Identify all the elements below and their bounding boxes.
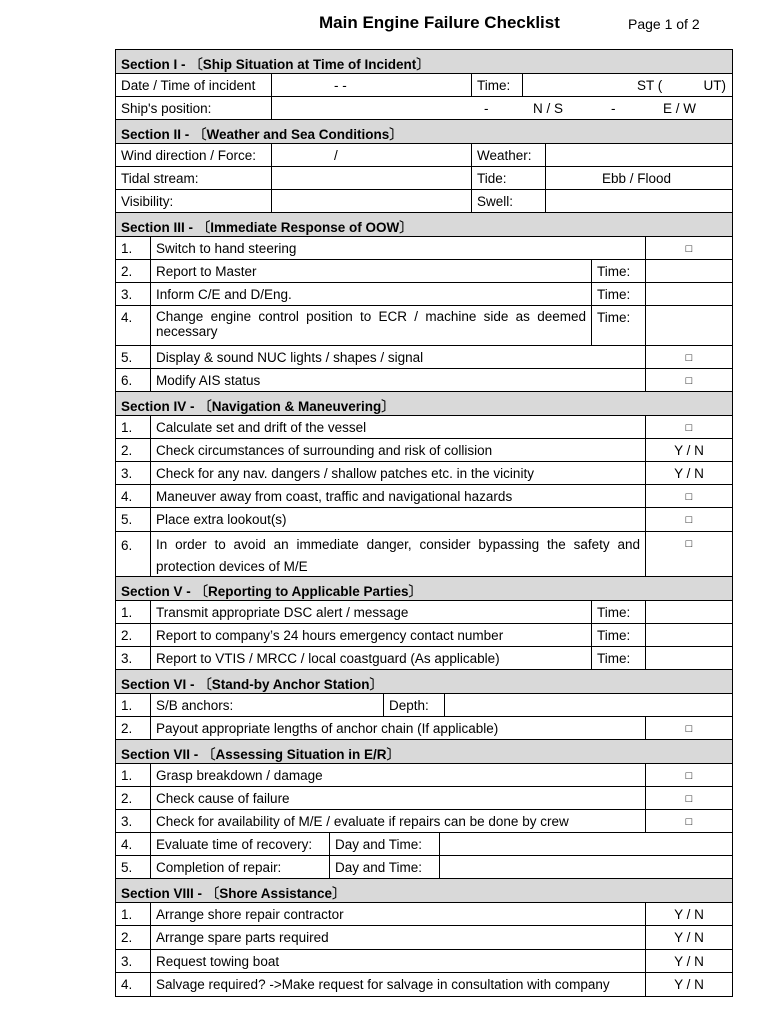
item-text: Report to VTIS / MRCC / local coastguard (As applicable) — [151, 647, 592, 669]
tidal-stream-field[interactable] — [272, 167, 472, 189]
visibility-field[interactable] — [272, 190, 472, 212]
list-item — [116, 764, 733, 787]
item-number: 3. — [116, 810, 151, 832]
visibility-row — [116, 190, 733, 213]
item-text: Arrange spare parts required — [151, 926, 646, 949]
wind-separator: / — [334, 148, 338, 163]
item-text: Check circumstances of surrounding and risk of collision — [151, 439, 646, 461]
section-title: Section VIII - 〔Shore Assistance〕 — [116, 879, 733, 902]
item-number: 1. — [116, 903, 151, 925]
section-4-header — [116, 392, 733, 416]
list-item — [116, 346, 733, 369]
item-text: S/B anchors: — [151, 694, 384, 716]
date-separators: - - — [334, 78, 347, 93]
document-title: Main Engine Failure Checklist — [319, 13, 560, 32]
checklist-table — [115, 49, 733, 997]
item-number: 1. — [116, 601, 151, 623]
item-number: 2. — [116, 439, 151, 461]
wind-field[interactable] — [272, 144, 472, 166]
list-item — [116, 601, 733, 624]
item-number: 5. — [116, 856, 151, 878]
section-title: Section II - 〔Weather and Sea Conditions〕 — [116, 120, 733, 143]
item-number: 3. — [116, 283, 151, 305]
time-field[interactable] — [646, 283, 733, 305]
list-item — [116, 369, 733, 392]
tidal-row — [116, 167, 733, 190]
list-item — [116, 833, 733, 856]
item-number: 6. — [116, 369, 151, 391]
list-item — [116, 237, 733, 260]
item-text: Report to Master — [151, 260, 592, 282]
checkbox[interactable]: □ — [646, 532, 733, 576]
item-text: Salvage required? ->Make request for salvage in consultation with company — [151, 973, 646, 996]
day-time-label: Day and Time: — [330, 856, 440, 878]
day-time-field[interactable] — [440, 833, 733, 855]
list-item — [116, 694, 733, 717]
item-number: 4. — [116, 485, 151, 507]
item-text: Display & sound NUC lights / shapes / signal — [151, 346, 646, 368]
section-5-header — [116, 577, 733, 601]
yes-no-choice[interactable]: Y / N — [646, 439, 733, 461]
list-item — [116, 926, 733, 950]
item-text: Inform C/E and D/Eng. — [151, 283, 592, 305]
list-item — [116, 283, 733, 306]
checkbox[interactable]: □ — [646, 485, 733, 507]
time-label: Time: — [592, 647, 646, 669]
item-text: Completion of repair: — [151, 856, 330, 878]
list-item — [116, 647, 733, 670]
section-title: Section III - 〔Immediate Response of OOW〕 — [116, 213, 733, 236]
ns-hemisphere: N / S — [533, 101, 564, 116]
list-item — [116, 462, 733, 485]
field-label: Swell: — [472, 190, 546, 212]
list-item — [116, 810, 733, 833]
time-field[interactable] — [523, 74, 733, 96]
item-number: 1. — [116, 237, 151, 259]
day-time-field[interactable] — [440, 856, 733, 878]
ship-position-row — [116, 97, 733, 120]
item-number: 4. — [116, 973, 151, 996]
time-field[interactable] — [646, 601, 733, 623]
item-number: 5. — [116, 346, 151, 368]
time-label: Time: — [592, 260, 646, 282]
tide-field[interactable] — [546, 167, 733, 189]
item-text: Modify AIS status — [151, 369, 646, 391]
item-text: In order to avoid an immediate danger, consider bypassing the safety and protection devices of M/E — [151, 532, 646, 576]
field-label: Tide: — [472, 167, 546, 189]
day-time-label: Day and Time: — [330, 833, 440, 855]
item-text: Request towing boat — [151, 950, 646, 972]
item-text: Check for availability of M/E / evaluate if repairs can be done by crew — [151, 810, 646, 832]
yes-no-choice[interactable]: Y / N — [646, 903, 733, 925]
list-item — [116, 717, 733, 740]
list-item — [116, 787, 733, 810]
item-text: Arrange shore repair contractor — [151, 903, 646, 925]
item-text: Switch to hand steering — [151, 237, 646, 259]
item-number: 5. — [116, 508, 151, 531]
depth-field[interactable] — [445, 694, 733, 716]
section-title: Section IV - 〔Navigation & Maneuvering〕 — [116, 392, 733, 415]
time-field[interactable] — [646, 624, 733, 646]
field-label: Time: — [472, 74, 523, 96]
yes-no-choice[interactable]: Y / N — [646, 950, 733, 972]
section-title: Section VI - 〔Stand-by Anchor Station〕 — [116, 670, 733, 693]
item-number: 1. — [116, 416, 151, 438]
item-number: 3. — [116, 950, 151, 972]
time-zone-hint: ST ( UT) — [637, 78, 727, 93]
list-item — [116, 306, 733, 346]
depth-label: Depth: — [384, 694, 445, 716]
item-number: 2. — [116, 926, 151, 949]
item-text: Grasp breakdown / damage — [151, 764, 646, 786]
item-number: 6. — [116, 532, 151, 576]
checkbox[interactable]: □ — [646, 764, 733, 786]
section-title: Section I - 〔Ship Situation at Time of Incident〕 — [116, 50, 733, 73]
item-number: 2. — [116, 717, 151, 739]
yes-no-choice[interactable]: Y / N — [646, 926, 733, 949]
field-label: Date / Time of incident — [116, 74, 272, 96]
item-text: Place extra lookout(s) — [151, 508, 646, 531]
list-item — [116, 508, 733, 532]
list-item — [116, 260, 733, 283]
time-label: Time: — [592, 601, 646, 623]
item-text: Transmit appropriate DSC alert / message — [151, 601, 592, 623]
section-title: Section VII - 〔Assessing Situation in E/R〕 — [116, 740, 733, 763]
section-8-header — [116, 879, 733, 903]
time-field[interactable] — [646, 306, 733, 345]
time-field[interactable] — [646, 260, 733, 282]
section-title: Section V - 〔Reporting to Applicable Parties〕 — [116, 577, 733, 600]
item-text: Payout appropriate lengths of anchor chain (If applicable) — [151, 717, 646, 739]
list-item — [116, 856, 733, 879]
list-item — [116, 903, 733, 926]
item-text: Evaluate time of recovery: — [151, 833, 330, 855]
item-number: 4. — [116, 306, 151, 345]
wind-row — [116, 144, 733, 167]
section-6-header — [116, 670, 733, 694]
checkbox[interactable]: □ — [646, 717, 733, 739]
item-text: Change engine control position to ECR / machine side as deemed necessary — [151, 306, 592, 345]
item-number: 2. — [116, 624, 151, 646]
section-7-header — [116, 740, 733, 764]
item-number: 1. — [116, 764, 151, 786]
list-item — [116, 416, 733, 439]
time-label: Time: — [592, 624, 646, 646]
list-item — [116, 485, 733, 508]
yes-no-choice[interactable]: Y / N — [646, 973, 733, 996]
section-2-header — [116, 120, 733, 144]
tide-options: Ebb / Flood — [602, 171, 672, 186]
item-number: 3. — [116, 647, 151, 669]
field-label: Visibility: — [116, 190, 272, 212]
item-number: 3. — [116, 462, 151, 484]
yes-no-choice[interactable]: Y / N — [646, 462, 733, 484]
lon-separator: - — [611, 101, 616, 116]
checkbox[interactable]: □ — [646, 508, 733, 531]
item-number: 4. — [116, 833, 151, 855]
swell-field[interactable] — [546, 190, 733, 212]
field-label: Ship's position: — [116, 97, 272, 119]
field-label: Weather: — [472, 144, 546, 166]
time-label: Time: — [592, 306, 646, 345]
item-text: Calculate set and drift of the vessel — [151, 416, 646, 438]
checkbox[interactable]: □ — [646, 787, 733, 809]
checkbox[interactable]: □ — [646, 237, 733, 259]
section-3-header — [116, 213, 733, 237]
field-label: Tidal stream: — [116, 167, 272, 189]
item-text: Check cause of failure — [151, 787, 646, 809]
item-text: Maneuver away from coast, traffic and navigational hazards — [151, 485, 646, 507]
page-number: Page 1 of 2 — [628, 16, 700, 32]
incident-datetime-row — [116, 74, 733, 97]
item-text: Check for any nav. dangers / shallow patches etc. in the vicinity — [151, 462, 646, 484]
section-1-header — [116, 50, 733, 74]
checkbox[interactable]: □ — [646, 369, 733, 391]
field-label: Wind direction / Force: — [116, 144, 272, 166]
list-item — [116, 439, 733, 462]
item-text: Report to company’s 24 hours emergency contact number — [151, 624, 592, 646]
position-field[interactable] — [272, 97, 733, 119]
list-item — [116, 532, 733, 577]
date-field[interactable] — [272, 74, 472, 96]
item-number: 1. — [116, 694, 151, 716]
weather-field[interactable] — [546, 144, 733, 166]
checkbox[interactable]: □ — [646, 810, 733, 832]
checkbox[interactable]: □ — [646, 416, 733, 438]
lat-separator: - — [484, 101, 489, 116]
time-field[interactable] — [646, 647, 733, 669]
time-label: Time: — [592, 283, 646, 305]
list-item — [116, 624, 733, 647]
item-number: 2. — [116, 260, 151, 282]
ew-hemisphere: E / W — [663, 101, 696, 116]
list-item — [116, 973, 733, 997]
list-item — [116, 950, 733, 973]
checkbox[interactable]: □ — [646, 346, 733, 368]
item-number: 2. — [116, 787, 151, 809]
